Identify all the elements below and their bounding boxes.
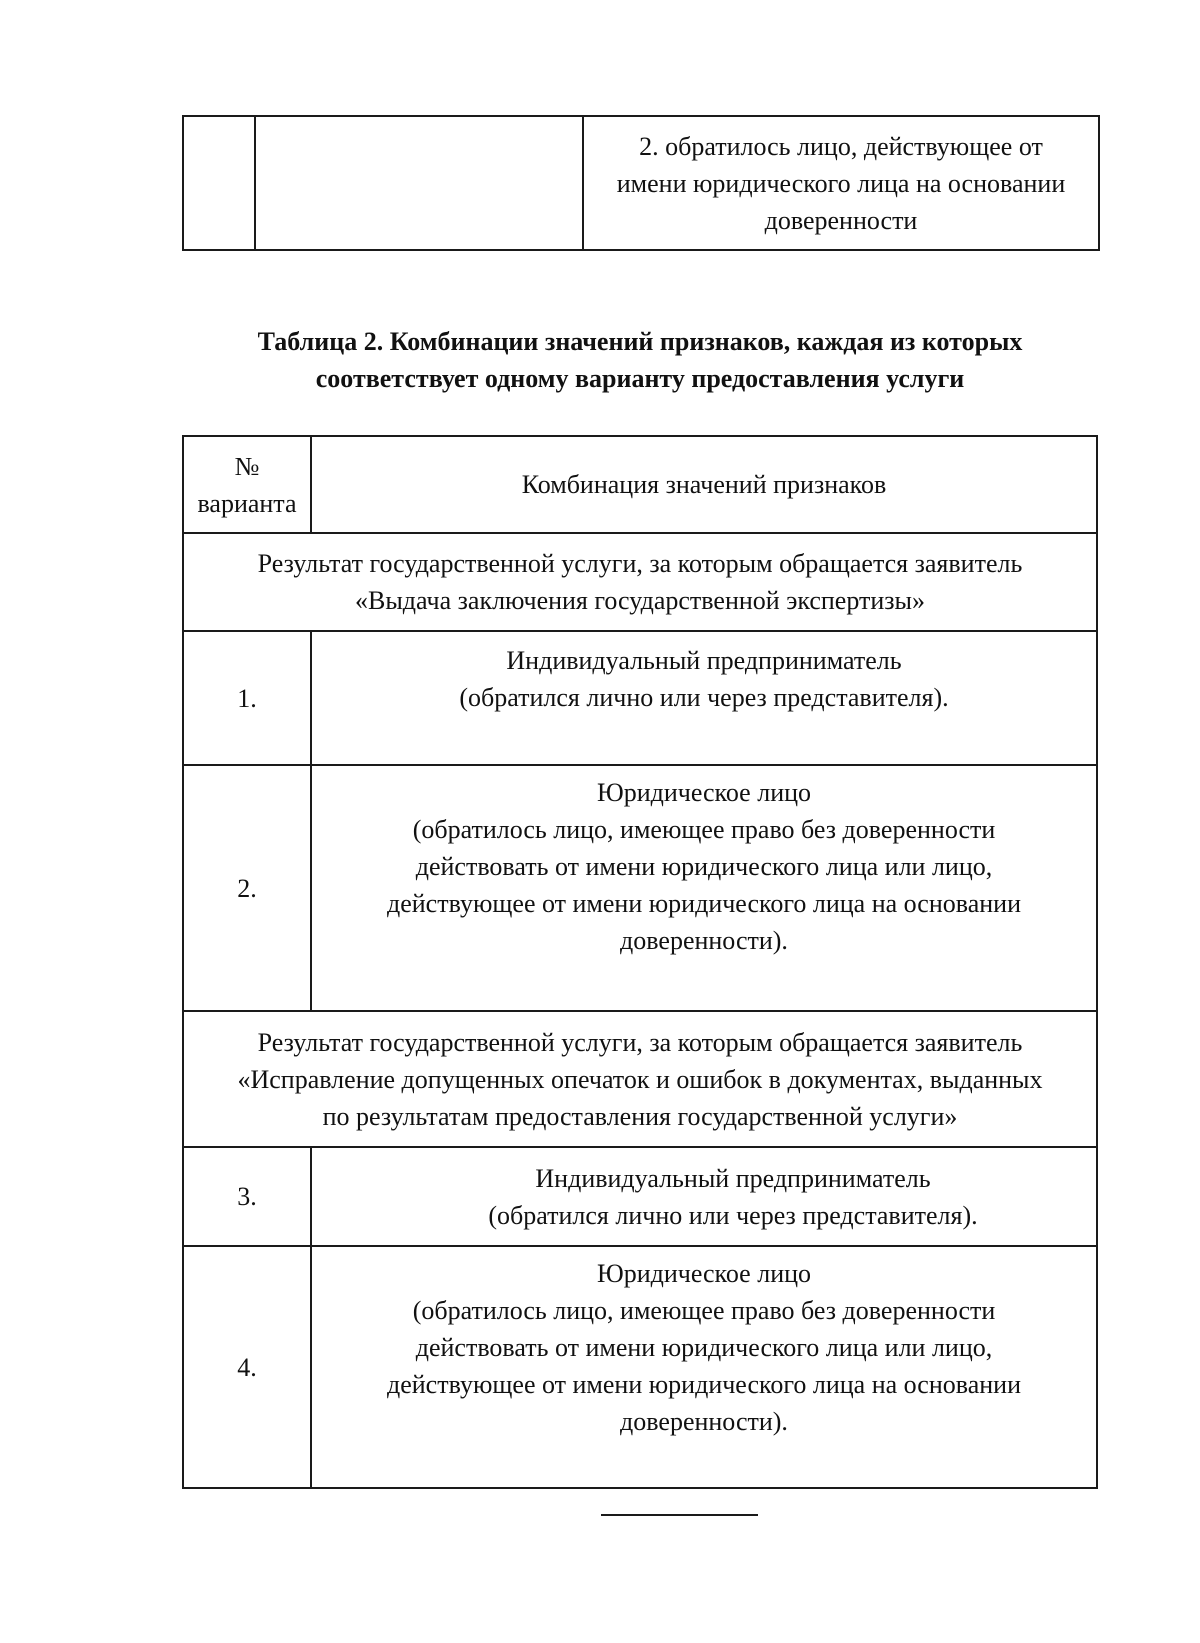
variant-number: 2. xyxy=(183,765,311,1011)
condition-cell xyxy=(583,116,1099,250)
table-caption xyxy=(182,323,1098,397)
caption-line: соответствует одному варианту предоставления услуги xyxy=(315,364,965,393)
section-row xyxy=(183,1011,1097,1147)
table-row xyxy=(183,116,1099,250)
table-row xyxy=(183,1147,1097,1246)
variant-number: 1. xyxy=(183,631,311,765)
table-row xyxy=(183,1246,1097,1488)
text-line: 2. обратилось лицо, действующее от xyxy=(639,131,1043,161)
combinations-table xyxy=(182,435,1098,1489)
continuation-table xyxy=(182,115,1100,251)
variant-number: 4. xyxy=(183,1246,311,1488)
header-combination: Комбинация значений признаков xyxy=(311,436,1097,533)
variant-combination: Индивидуальный предприниматель (обратился лично или через представителя). xyxy=(311,631,1097,765)
end-divider xyxy=(601,1514,758,1516)
table-header-row xyxy=(183,436,1097,533)
variant-combination: Юридическое лицо (обратилось лицо, имеющее право без доверенности действовать от имени юридического лица или лицо, действующее от имени юридического лица на основании доверенности). xyxy=(311,1246,1097,1488)
empty-cell xyxy=(255,116,583,250)
text-line: имени юридического лица на основании xyxy=(616,168,1066,198)
table-row xyxy=(183,765,1097,1011)
section-row xyxy=(183,533,1097,631)
table-row xyxy=(183,631,1097,765)
variant-number: 3. xyxy=(183,1147,311,1246)
text-line: доверенности xyxy=(764,205,918,235)
section-title: Результат государственной услуги, за которым обращается заявитель «Выдача заключения государственной экспертизы» xyxy=(183,533,1097,631)
header-variant-number: № варианта xyxy=(183,436,311,533)
variant-combination: Индивидуальный предприниматель (обратился лично или через представителя). xyxy=(311,1147,1097,1246)
section-title: Результат государственной услуги, за которым обращается заявитель «Исправление допущенных опечаток и ошибок в документах, выданных по результатам предоставления государственной услуги» xyxy=(183,1011,1097,1147)
caption-line: Таблица 2. Комбинации значений признаков, каждая из которых xyxy=(257,327,1023,356)
empty-cell xyxy=(183,116,255,250)
variant-combination: Юридическое лицо (обратилось лицо, имеющее право без доверенности действовать от имени юридического лица или лицо, действующее от имени юридического лица на основании доверенности). xyxy=(311,765,1097,1011)
